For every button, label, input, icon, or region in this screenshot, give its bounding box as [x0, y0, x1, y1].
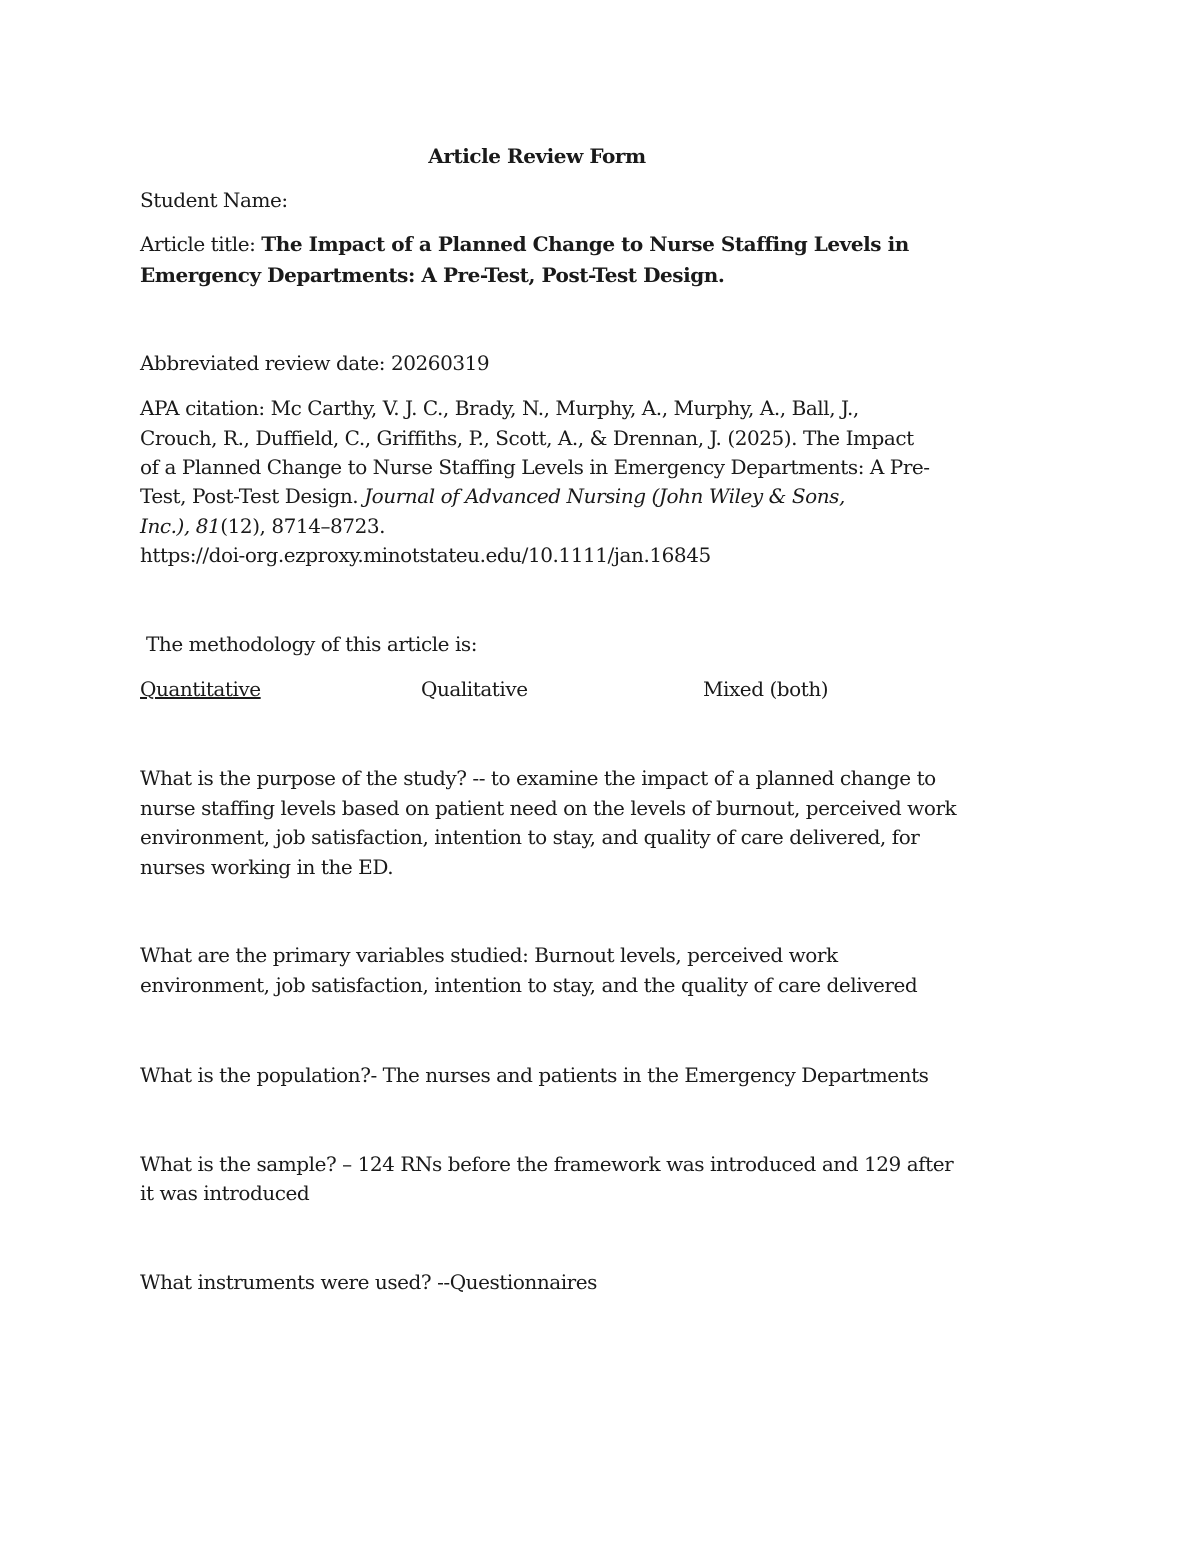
citation-line-2: Crouch, R., Duffield, C., Griffiths, P., Scott, A., & Drennan, J. (2025). The Impact — [140, 426, 914, 450]
article-title-line-1 — [140, 230, 909, 260]
citation-doi[interactable]: https://doi-org.ezproxy.minotstateu.edu/10.1111/jan.16845 — [140, 543, 711, 567]
citation-issue-pages: (12), 8714–8723. — [220, 514, 386, 538]
sample-line-1: What is the sample? – 124 RNs before the framework was introduced and 129 after — [140, 1152, 954, 1176]
citation-label: APA citation: — [140, 396, 265, 420]
citation-line-5 — [140, 512, 385, 542]
review-date-value: 20260319 — [390, 351, 490, 375]
purpose-line-1: What is the purpose of the study? -- to examine the impact of a planned change to — [140, 766, 936, 790]
form-title: Article Review Form — [428, 144, 646, 168]
sample-line-2: it was introduced — [140, 1181, 310, 1205]
article-title-text: The Impact of a Planned Change to Nurse Staffing Levels in — [261, 232, 909, 256]
methodology-option-quantitative[interactable]: Quantitative — [140, 677, 261, 701]
article-title-line-2: Emergency Departments: A Pre-Test, Post-Test Design. — [140, 263, 725, 287]
citation-line-3: of a Planned Change to Nurse Staffing Levels in Emergency Departments: A Pre- — [140, 455, 930, 479]
citation-volume: 81 — [195, 514, 221, 538]
citation-line-1 — [140, 394, 859, 424]
purpose-line-3: environment, job satisfaction, intention to stay, and quality of care delivered, for — [140, 825, 920, 849]
variables-line-2: environment, job satisfaction, intention to stay, and the quality of care delivered — [140, 973, 918, 997]
purpose-line-2: nurse staffing levels based on patient need on the levels of burnout, perceived work — [140, 796, 957, 820]
purpose-line-4: nurses working in the ED. — [140, 855, 394, 879]
methodology-option-qualitative[interactable]: Qualitative — [421, 677, 528, 701]
student-name-label: Student Name: — [140, 188, 288, 212]
population: What is the population?- The nurses and patients in the Emergency Departments — [140, 1063, 929, 1087]
variables-line-1: What are the primary variables studied: Burnout levels, perceived work — [140, 943, 838, 967]
methodology-prompt: The methodology of this article is: — [146, 632, 478, 656]
instruments: What instruments were used? --Questionnaires — [140, 1270, 597, 1294]
citation-authors: Mc Carthy, V. J. C., Brady, N., Murphy, A., Murphy, A., Ball, J., — [270, 396, 859, 420]
methodology-option-mixed[interactable]: Mixed (both) — [703, 677, 829, 701]
citation-line-4 — [140, 482, 845, 512]
review-date-label: Abbreviated review date: — [140, 351, 386, 375]
citation-journal: Journal of Advanced Nursing (John Wiley & Sons, — [364, 484, 845, 508]
citation-journal-cont: Inc.), — [140, 514, 190, 538]
review-date — [140, 349, 489, 379]
article-title-label: Article title: — [140, 232, 256, 256]
citation-article-end: Test, Post-Test Design. — [140, 484, 359, 508]
